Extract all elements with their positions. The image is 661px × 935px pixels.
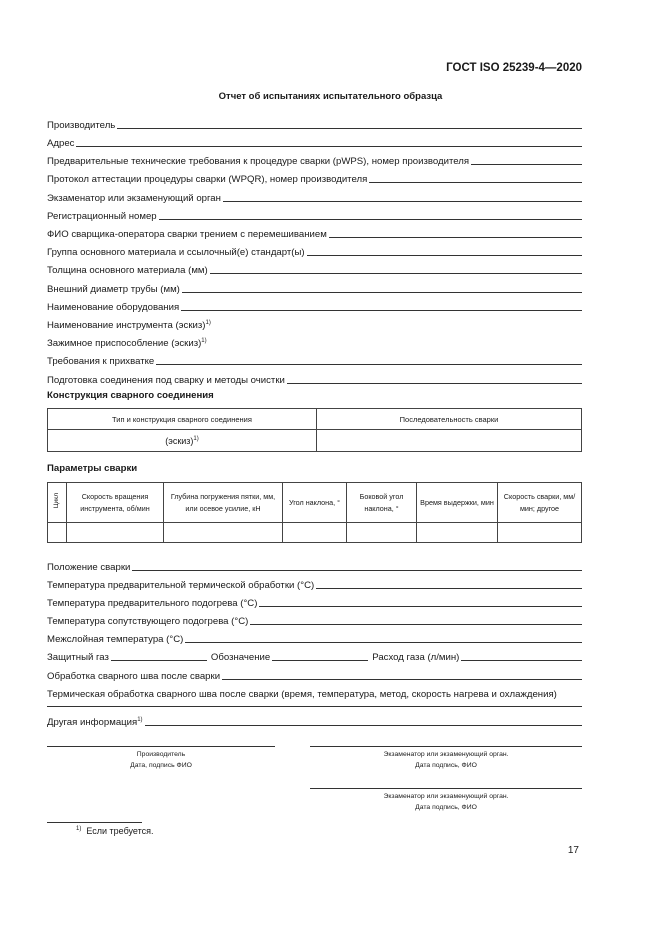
field-manufacturer: Производитель (47, 117, 582, 131)
field-equipment: Наименование оборудования (47, 299, 582, 313)
fill-line (145, 725, 582, 726)
field-operator-name: ФИО сварщика-оператора сварки трением с перемешиванием (47, 226, 582, 240)
signature-line-examiner (310, 746, 582, 747)
field-concurrent-heat: Температура сопутствующего подогрева (°С) (47, 613, 582, 627)
field-preparation: Подготовка соединения под сварку и методы очистки (47, 372, 582, 386)
fill-line (307, 255, 582, 256)
field-preheat-treatment: Температура предварительной термической обработки (°С) (47, 577, 582, 591)
fill-line (471, 164, 582, 165)
fill-line (185, 642, 582, 643)
col-depth: Глубина погружения пятки, мм, или осевое усилие, кН (164, 483, 283, 523)
standard-header: ГОСТ ISO 25239-4—2020 (446, 62, 582, 74)
field-post-treatment: Обработка сварного шва после сварки (47, 668, 582, 682)
col-rotation-speed: Скорость вращения инструмента, об/мин (67, 483, 164, 523)
params-table (47, 482, 582, 543)
joint-col-type: Тип и конструкция сварного соединения (48, 409, 317, 430)
joint-heading: Конструкция сварного соединения (47, 390, 214, 401)
footnote: $^{1)}$ Если требуется. (76, 826, 154, 836)
pwht-line (47, 706, 582, 707)
col-cycle: Цикл (48, 483, 67, 523)
field-material-group: Группа основного материала и ссылочный(е) стандарт(ы) (47, 244, 582, 258)
field-tool: Наименование инструмента (эскиз)$^{1)}$ (47, 319, 211, 331)
fill-line (329, 237, 582, 238)
form-title: Отчет об испытаниях испытательного образца (218, 91, 443, 102)
fill-line (111, 660, 207, 661)
fill-line (117, 128, 582, 129)
fill-line (287, 383, 582, 384)
field-address: Адрес (47, 135, 582, 149)
params-heading: Параметры сварки (47, 463, 138, 474)
fill-line (316, 588, 582, 589)
field-pwht: Термическая обработка сварного шва после сварки (время, температура, метод, скорость нагрева и охлаждения) (47, 689, 557, 700)
field-reg-number: Регистрационный номер (47, 208, 582, 222)
col-dwell-time: Время выдержки, мин (417, 483, 498, 523)
fill-line (181, 310, 582, 311)
fill-line (461, 660, 582, 661)
joint-sketch-cell: (эскиз)$^{1)}$ (48, 430, 317, 452)
joint-col-sequence: Последовательность сварки (317, 409, 582, 430)
footnote-separator (47, 822, 142, 823)
fill-line (132, 570, 582, 571)
col-tilt-angle: Угол наклона, ° (283, 483, 347, 523)
field-preheat: Температура предварительного подогрева (°С) (47, 595, 582, 609)
field-pwps: Предварительные технические требования к процедуре сварки (pWPS), номер производителя (47, 153, 582, 167)
fill-line (272, 660, 368, 661)
field-pipe-diameter: Внешний диаметр трубы (мм) (47, 281, 582, 295)
col-weld-speed: Скорость сварки, мм/мин; другое (498, 483, 582, 523)
page-number: 17 (567, 845, 579, 856)
fill-line (250, 624, 582, 625)
field-tack: Требования к прихватке (47, 353, 582, 367)
fill-line (156, 364, 582, 365)
fill-line (222, 679, 582, 680)
fill-line (223, 201, 582, 202)
fill-line (210, 273, 582, 274)
field-interpass: Межслойная температура (°С) (47, 631, 582, 645)
signature-examiner: Экзаменатор или экзаменующий орган. Дата подпись, ФИО (383, 751, 509, 769)
field-wpqr: Протокол аттестации процедуры сварки (WPQR), номер производителя (47, 171, 582, 185)
params-empty-row (48, 523, 582, 543)
col-side-angle: Боковой угол наклона, ° (347, 483, 417, 523)
joint-sequence-cell (317, 430, 582, 452)
field-clamping: Зажимное приспособление (эскиз)$^{1)}$ (47, 337, 207, 349)
field-gas-row: Защитный газ Обозначение Расход газа (л/мин) (47, 649, 582, 663)
fill-line (259, 606, 582, 607)
field-examiner: Экзаменатор или экзаменующий орган (47, 190, 582, 204)
signature-line-manufacturer (47, 746, 275, 747)
fill-line (369, 182, 582, 183)
field-position: Положение сварки (47, 559, 582, 573)
field-other-info: Другая информация$^{1)}$ (47, 714, 582, 728)
joint-table (47, 408, 582, 452)
signature-examiner-2: Экзаменатор или экзаменующий орган. Дата подпись, ФИО (383, 793, 509, 811)
field-thickness: Толщина основного материала (мм) (47, 262, 582, 276)
signature-manufacturer: Производитель Дата, подпись ФИО (130, 751, 192, 769)
fill-line (182, 292, 582, 293)
signature-line-examiner-2 (310, 788, 582, 789)
fill-line (76, 146, 582, 147)
fill-line (159, 219, 582, 220)
